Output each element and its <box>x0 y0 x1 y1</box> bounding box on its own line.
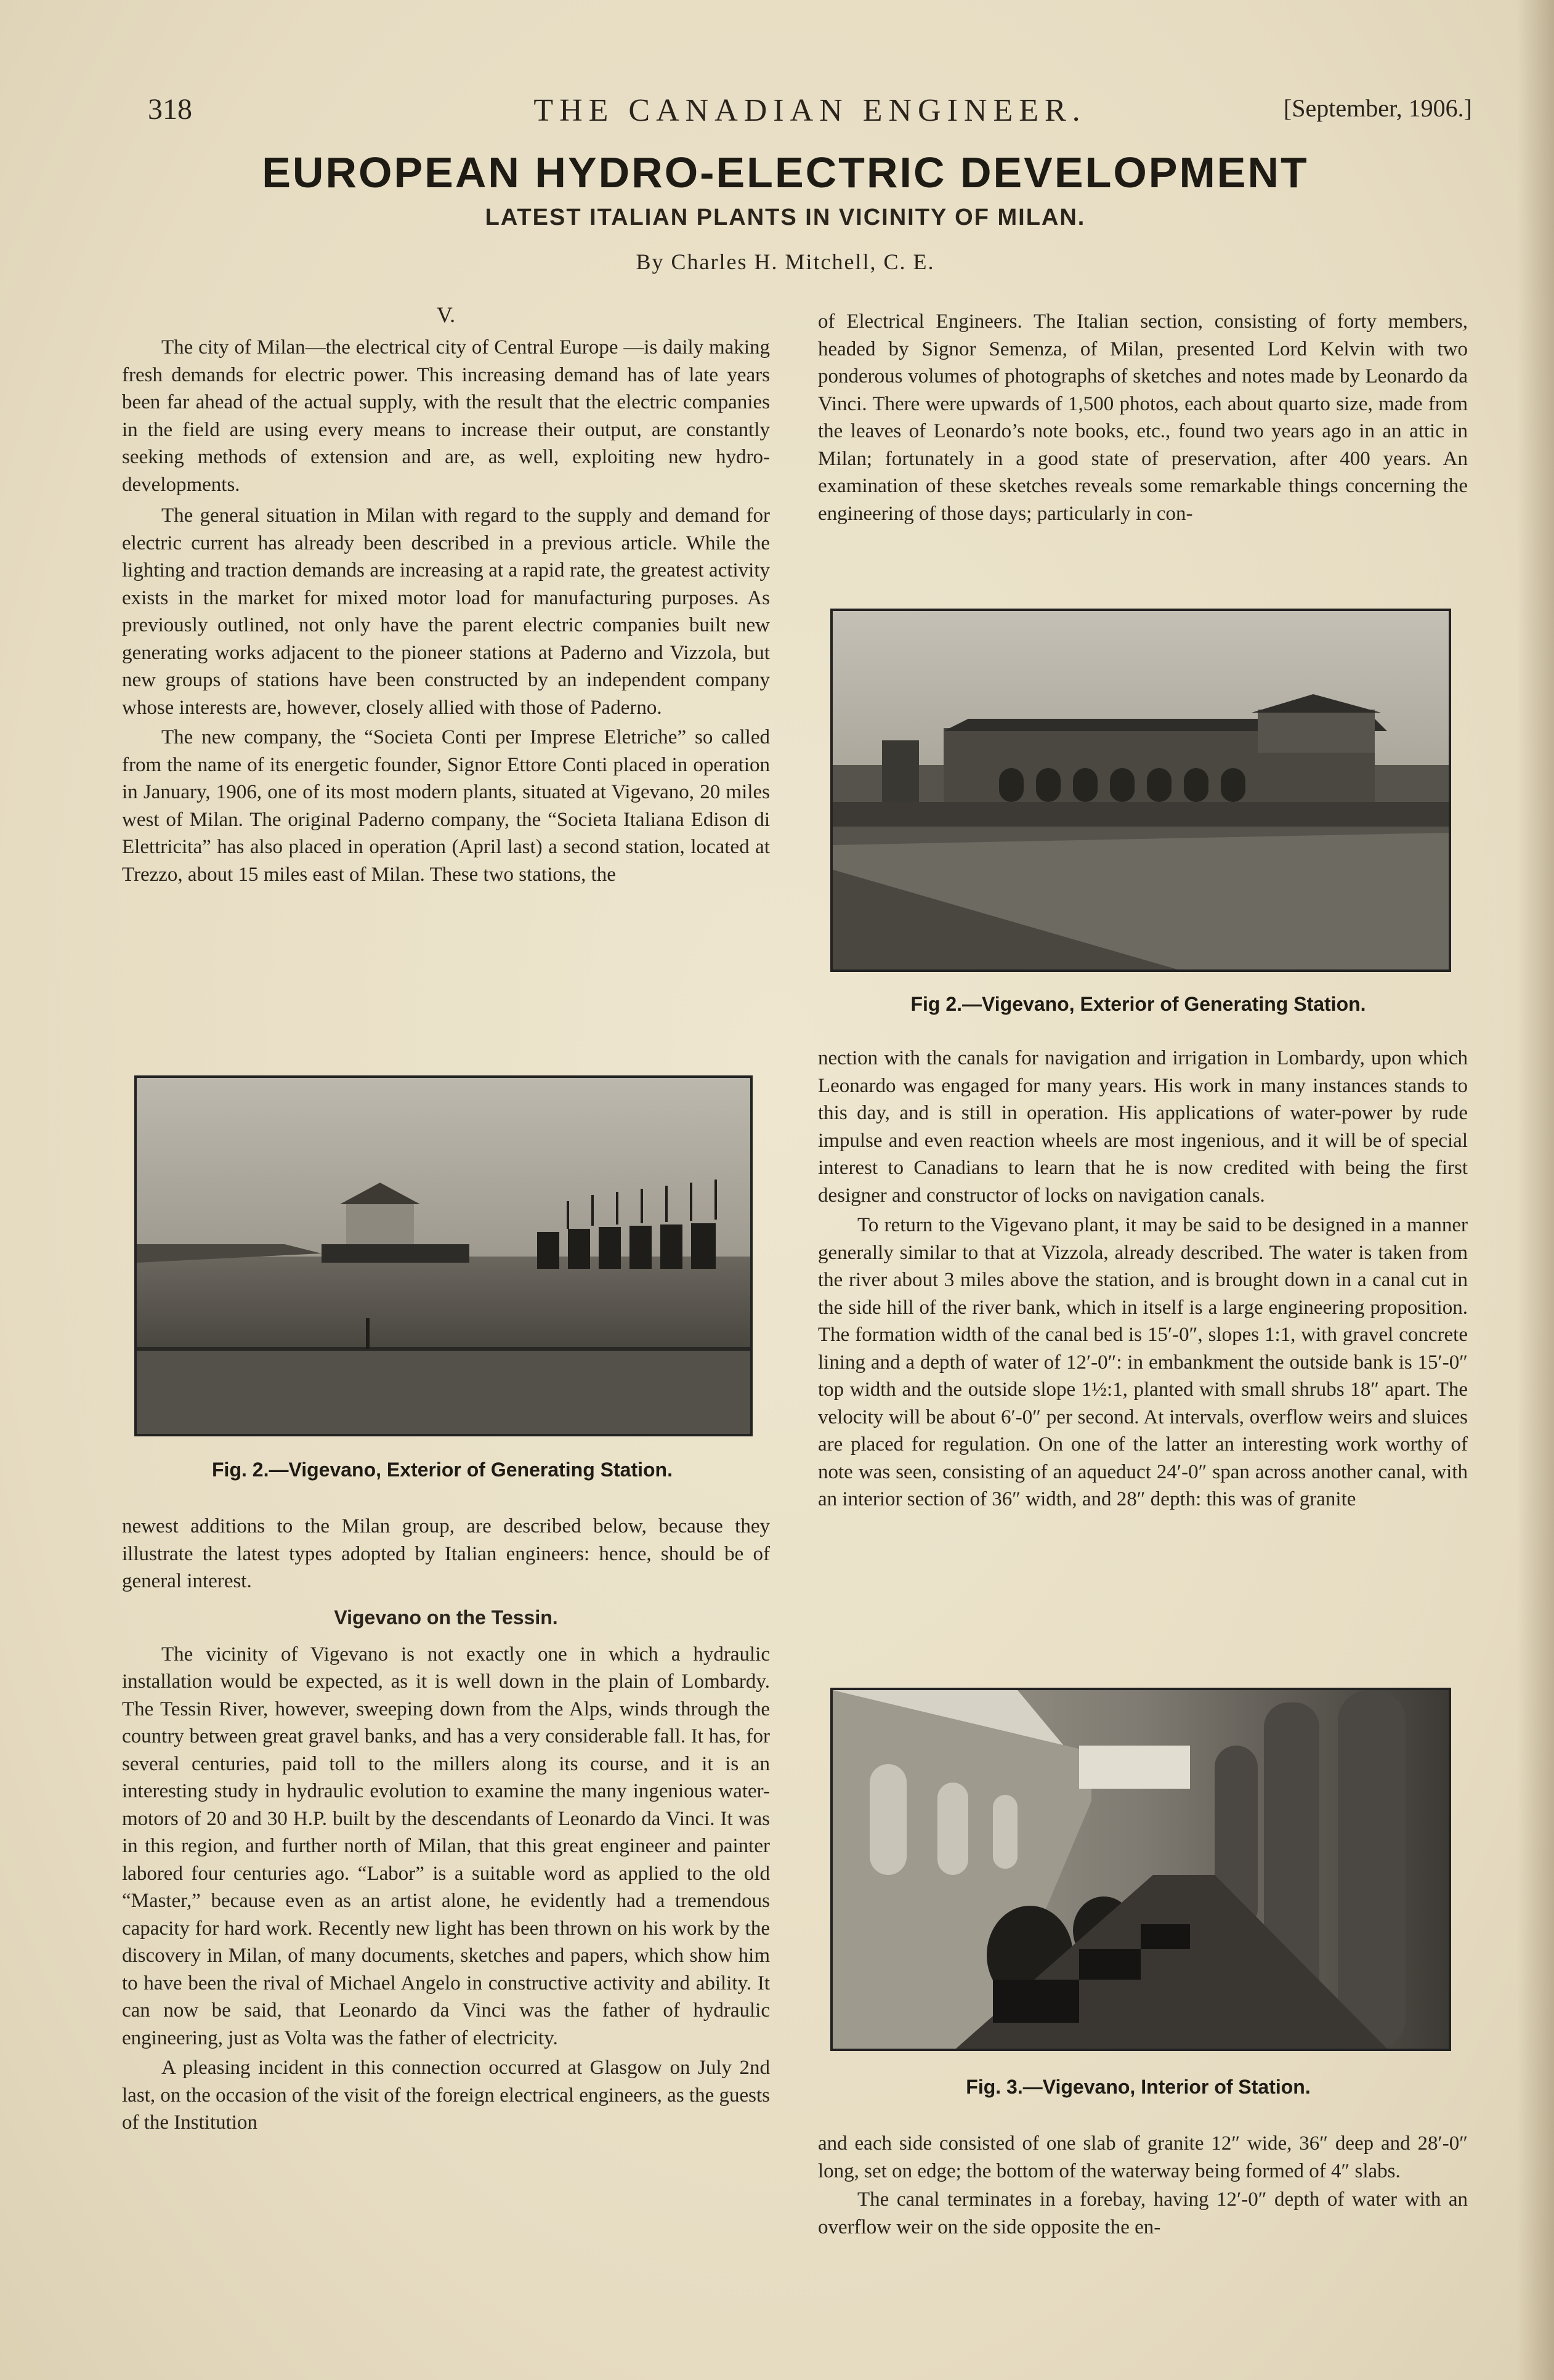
photo-station-interior <box>833 1690 1449 2049</box>
issue-date: [September, 1906.] <box>1283 94 1472 122</box>
page-number: 318 <box>148 93 192 126</box>
page-edge-shadow <box>1517 0 1554 2380</box>
paragraph: nection with the canals for navigation and irrigation in Lombardy, upon which Leonardo was engaged for many years. His work in many instances stands to this day, and is still in operation. His applications of water-power by rude impulse and even reaction wheels are most ingenious, and it will be of special interest to Canadians to learn that he is now credited with being the first designer and constructor of locks on navigation canals. <box>818 1047 1468 1207</box>
article-byline: By Charles H. Mitchell, C. E. <box>636 249 935 274</box>
right-column-mid <box>818 1045 1468 1513</box>
figure-caption-right-top: Fig 2.—Vigevano, Exterior of Generating Station. <box>910 993 1366 1015</box>
running-head <box>148 92 1472 129</box>
paragraph: The vicinity of Vigevano is not exactly one in which a hydraulic installation would be expected, as it is well down in the plain of Lombardy. The Tessin River, however, sweeping down from the Alps, winds through the country between great gravel banks, and has a very considerable fall. It has, for several centuries, paid toll to the millers along its course, and it is an interesting study in hydraulic evolution to examine the many ingenious water-motors of 20 and 30 H.P. built by the descendants of Leonardo da Vinci. It was in this region, and further north of Milan, that this great engineer and painter labored four centuries ago. “Labor” is a suitable word as applied to the old “Master,” because even as an artist alone, he evidently had a tremendous capacity for hard work. Recently new light has been thrown on his work by the discovery in Milan, of many documents, sketches and papers, which show him to have been the rival of Michael Angelo in constructive activity and ability. It can now be said, that Leonardo da Vinci was the father of hydraulic engineering, just as Volta was the father of electricity. <box>122 1643 770 2049</box>
figure-photo-right-top <box>830 609 1451 972</box>
left-column-bottom <box>122 1513 770 2137</box>
section-heading: Vigevano on the Tessin. <box>334 1606 558 1629</box>
paragraph: To return to the Vigevano plant, it may be said to be designed in a manner generally similar to that at Vizzola, already described. The water is taken from the river about 3 miles above the station, and is brought down in a canal cut in the side hill of the river bank, which in itself is a large engineering proposition. The formation width of the canal bed is 15′-0″, slopes 1:1, with gravel concrete lining and a depth of water of 12′-0″: in embankment the outside bank is 15′-0″ top width and the outside slope 1½:1, planted with small shrubs 18″ apart. The velocity will be about 6′-0″ per second. At intervals, overflow weirs and sluices are placed for regulation. On one of the latter an interesting work worthy of note was seen, consisting of an aqueduct 24′-0″ span across another canal, with an interior section of 36″ width, and 28″ depth: this was of granite <box>818 1214 1468 1510</box>
photo-river-sluice <box>137 1078 750 1434</box>
figure-caption-left: Fig. 2.—Vigevano, Exterior of Generating Station. <box>212 1459 673 1481</box>
paragraph: The new company, the “Societa Conti per Imprese Eletriche” so called from the name of its energetic founder, Signor Ettore Conti placed in operation in January, 1906, one of its most modern plants, situated at Vigevano, 20 miles west of Milan. The original Paderno company, the “Societa Italiana Edison di Elettricita” has also placed in operation (April last) a second station, located at Trezzo, about 15 miles east of Milan. These two stations, the <box>122 726 770 886</box>
figure-caption-right-bottom: Fig. 3.—Vigevano, Interior of Station. <box>966 2076 1311 2098</box>
paragraph: A pleasing incident in this connection occurred at Glasgow on July 2nd last, on the occasion of the visit of the foreign electrical engineers, as the guests of the Institution <box>122 2057 770 2134</box>
figure-photo-right-bottom <box>830 1688 1451 2051</box>
right-column-bottom <box>818 2130 1468 2241</box>
paragraph: The city of Milan—the electrical city of Central Europe —is daily making fresh demands for electric power. This increasing demand has of late years been far ahead of the actual supply, with the result that the electric companies in the field are using every means to increase their output, are constantly seeking methods of extension and are, as well, exploiting new hydro-developments. <box>122 336 770 496</box>
article-title: EUROPEAN HYDRO-ELECTRIC DEVELOPMENT <box>262 148 1309 196</box>
figure-photo-left <box>134 1075 753 1436</box>
paragraph: and each side consisted of one slab of granite 12″ wide, 36″ deep and 28′-0″ long, set on edge; the bottom of the waterway being formed of 4″ slabs. <box>818 2132 1468 2182</box>
paragraph: The general situation in Milan with regard to the supply and demand for electric current has already been described in a previous article. While the lighting and traction demands are increasing at a rapid rate, the greatest activity exists in the market for mixed motor load for manufacturing purposes. As previously outlined, not only have the parent electric companies built new generating works adjacent to the pioneer stations at Paderno and Vizzola, but new groups of stations have been constructed by an independent company whose interests are, however, closely allied with those of Paderno. <box>122 504 770 719</box>
section-number: V. <box>436 302 456 327</box>
right-column-top <box>818 308 1468 527</box>
paragraph: newest additions to the Milan group, are described below, because they illustrate the latest types adopted by Italian engineers: hence, should be of general interest. <box>122 1515 770 1592</box>
photo-station-exterior <box>833 611 1449 969</box>
journal-title: THE CANADIAN ENGINEER. <box>533 93 1087 128</box>
left-column-top <box>122 296 770 888</box>
paragraph: of Electrical Engineers. The Italian section, consisting of forty members, headed by Signor Semenza, of Milan, presented Lord Kelvin with two ponderous volumes of photographs of sketches and notes made by Leonardo da Vinci. There were upwards of 1,500 photos, each about quarto size, made from the leaves of Leonardo’s note books, etc., found two years ago in an attic in Milan; fortunately in a good state of preservation, after 400 years. An examination of these sketches reveals some remarkable things concerning the engineering of those days; particularly in con- <box>818 310 1468 525</box>
paragraph: The canal terminates in a forebay, having 12′-0″ depth of water with an overflow weir on the side opposite the en- <box>818 2188 1468 2238</box>
article-subtitle: LATEST ITALIAN PLANTS IN VICINITY OF MILAN. <box>485 204 1086 230</box>
